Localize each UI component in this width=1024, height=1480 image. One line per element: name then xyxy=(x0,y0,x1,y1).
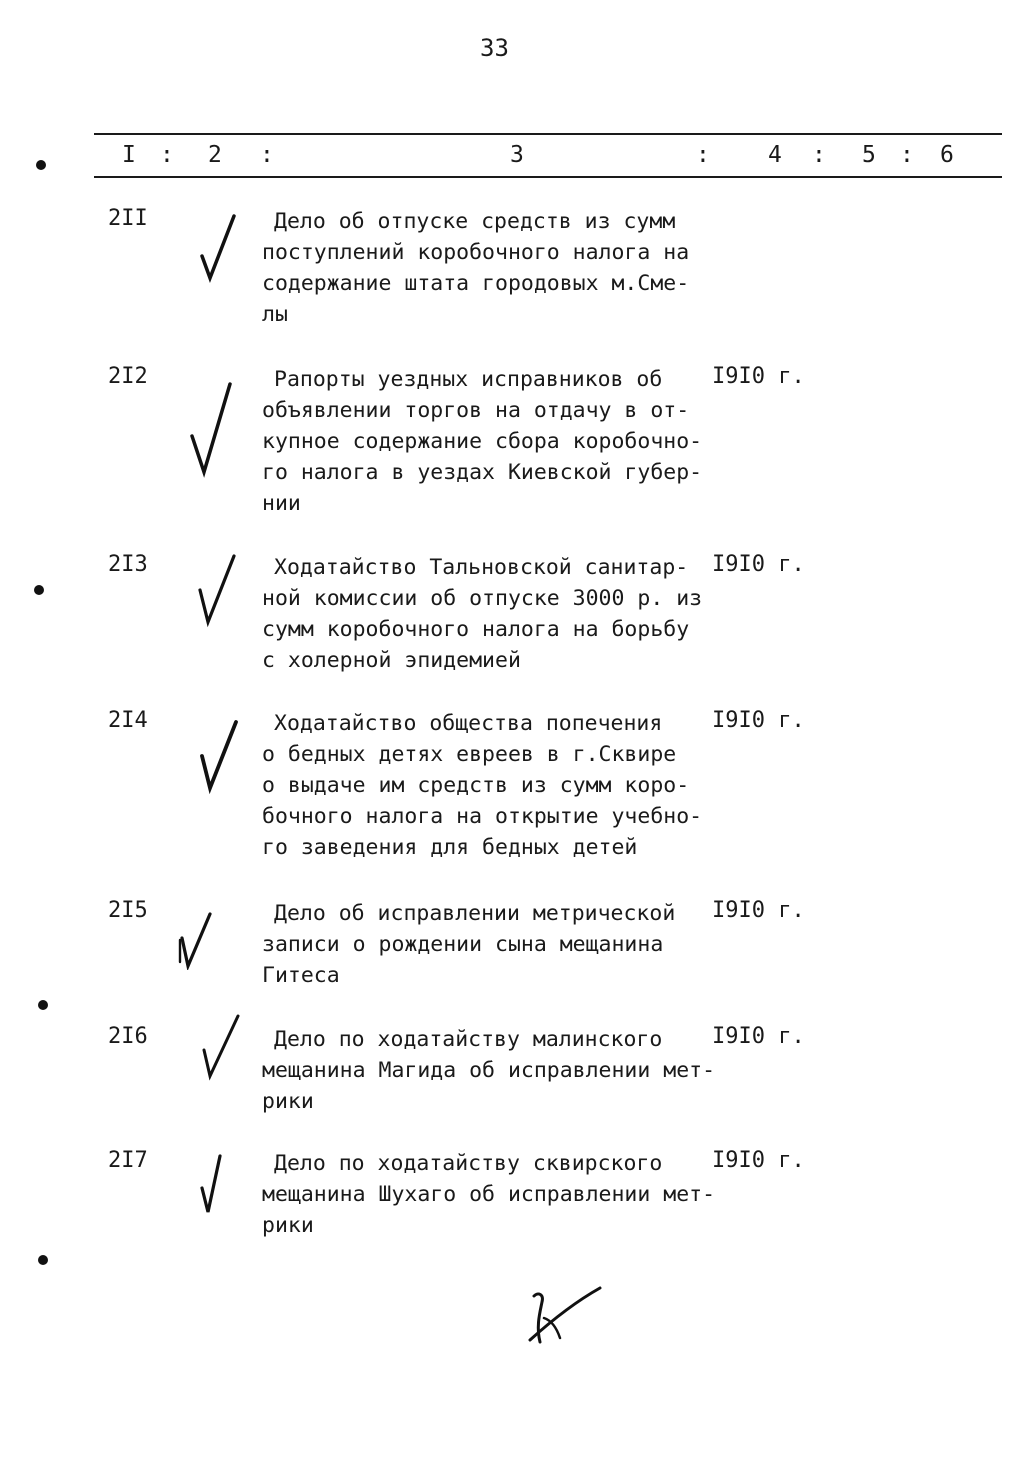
entry-year: I9I0 г. xyxy=(712,552,805,577)
checkmark-icon xyxy=(196,212,256,292)
entry-text-line: записи о рождении сына мещанина xyxy=(262,932,664,957)
handwritten-mark-icon xyxy=(520,1282,610,1352)
entry-year: I9I0 г. xyxy=(712,708,805,733)
entry-text-line: лы xyxy=(262,302,288,327)
column-separator: : xyxy=(696,142,710,168)
entry-text-line: мещанина Шухаго об исправлении мет- xyxy=(262,1182,716,1207)
entry-number: 2I6 xyxy=(108,1024,148,1049)
entry-text-line: го налога в уездах Киевской губер- xyxy=(262,460,703,485)
column-separator: : xyxy=(900,142,914,168)
entry-text-line: Ходатайство общества попечения xyxy=(274,711,663,736)
entry-text-line: объявлении торгов на отдачу в от- xyxy=(262,398,690,423)
column-header-row xyxy=(0,142,1024,172)
entry-text-line: бочного налога на открытие учебно- xyxy=(262,804,703,829)
punch-hole xyxy=(34,585,44,595)
entry-text-line: Дело по ходатайству сквирского xyxy=(274,1151,663,1176)
entry-description xyxy=(262,1148,716,1241)
column-separator: : xyxy=(260,142,274,168)
column-header-4: 4 xyxy=(768,142,782,168)
column-header-2: 2 xyxy=(208,142,222,168)
entry-text-line: купное содержание сбора коробочно- xyxy=(262,429,703,454)
entry-text-line: го заведения для бедных детей xyxy=(262,835,638,860)
entry-number: 2I2 xyxy=(108,364,148,389)
entry-text-line: поступлений коробочного налога на xyxy=(262,240,690,265)
checkmark-icon xyxy=(194,552,244,628)
entry-description xyxy=(262,552,712,676)
entry-text-line: о бедных детях евреев в г.Сквире xyxy=(262,742,677,767)
page-number: 33 xyxy=(480,34,509,62)
entry-text-line: Ходатайство Тальновской санитар- xyxy=(274,555,689,580)
entry-text-line: о выдаче им средств из сумм коро- xyxy=(262,773,690,798)
entry-year: I9I0 г. xyxy=(712,1024,805,1049)
entry-description xyxy=(262,708,712,863)
entry-text-line: Дело об отпуске средств из сумм xyxy=(274,209,676,234)
punch-hole xyxy=(38,1255,48,1265)
column-header-1: I xyxy=(122,142,136,168)
entry-text-line: Дело по ходатайству малинского xyxy=(274,1027,663,1052)
entry-text-line: содержание штата городовых м.Сме- xyxy=(262,271,690,296)
column-separator: : xyxy=(812,142,826,168)
checkmark-icon xyxy=(196,718,246,794)
punch-hole xyxy=(38,1000,48,1010)
entry-number: 2I4 xyxy=(108,708,148,733)
entry-year: I9I0 г. xyxy=(712,1148,805,1173)
entry-description xyxy=(262,364,712,519)
checkmark-icon xyxy=(198,1012,248,1082)
column-header-5: 5 xyxy=(862,142,876,168)
column-header-6: 6 xyxy=(940,142,954,168)
entry-year: I9I0 г. xyxy=(712,898,805,923)
entry-text-line: сумм коробочного налога на борьбу xyxy=(262,617,690,642)
entry-text-line: с холерной эпидемией xyxy=(262,648,521,673)
checkmark-icon xyxy=(196,1154,236,1218)
entry-text-line: нии xyxy=(262,491,301,516)
entry-text-line: Гитеса xyxy=(262,963,340,988)
entry-number: 2II xyxy=(108,206,148,231)
header-bottom-rule xyxy=(94,176,1002,178)
column-separator: : xyxy=(160,142,174,168)
entry-text-line: мещанина Магида об исправлении мет- xyxy=(262,1058,716,1083)
entry-text-line: ной комиссии об отпуске 3000 р. из xyxy=(262,586,703,611)
entry-description xyxy=(262,898,712,991)
entry-year: I9I0 г. xyxy=(712,364,805,389)
entry-description xyxy=(262,1024,716,1117)
entry-number: 2I3 xyxy=(108,552,148,577)
column-header-3: 3 xyxy=(510,142,524,168)
checkmark-icon xyxy=(186,380,246,480)
header-top-rule xyxy=(94,133,1002,135)
entry-description xyxy=(262,206,712,330)
entry-text-line: рики xyxy=(262,1213,314,1238)
entry-text-line: рики xyxy=(262,1089,314,1114)
entry-text-line: Рапорты уездных исправников об xyxy=(274,367,663,392)
checkmark-icon xyxy=(176,910,222,970)
punch-hole xyxy=(36,160,46,170)
entry-text-line: Дело об исправлении метрической xyxy=(274,901,676,926)
entry-number: 2I7 xyxy=(108,1148,148,1173)
entry-number: 2I5 xyxy=(108,898,148,923)
